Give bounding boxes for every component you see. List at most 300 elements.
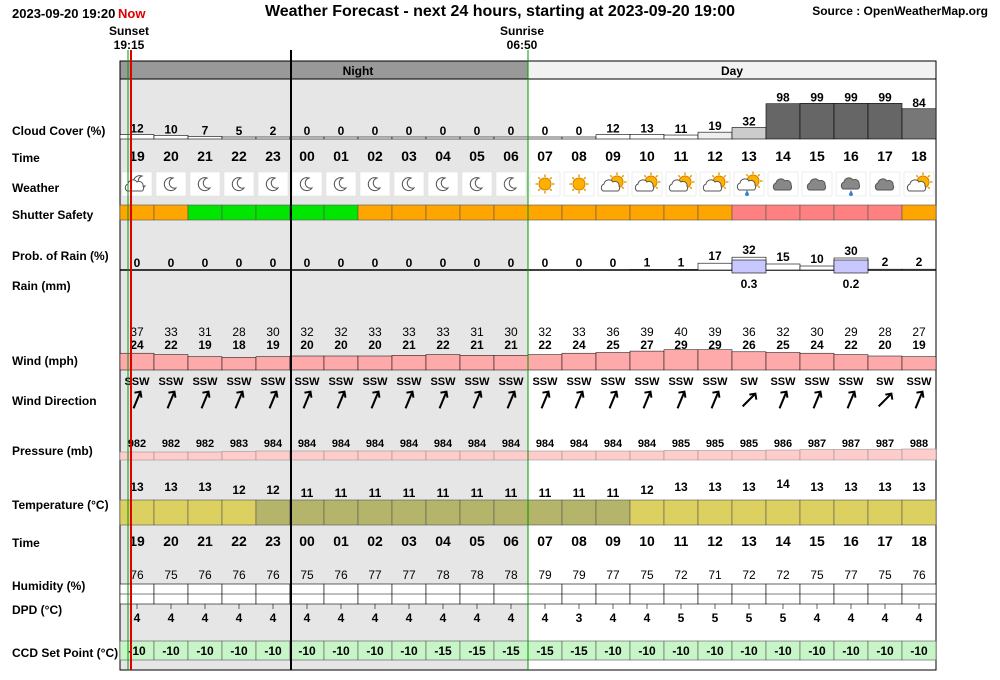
shutter-safety-cell	[528, 205, 562, 220]
ccd-value: -10	[332, 644, 350, 658]
temperature-value: 11	[436, 486, 450, 500]
wind-direction-label: SSW	[566, 376, 592, 388]
ccd-value: -10	[264, 644, 282, 658]
rain-prob-value: 0	[439, 256, 447, 270]
cloud-value: 0	[371, 124, 379, 138]
humidity-value: 75	[640, 568, 654, 582]
temperature-value: 13	[742, 480, 756, 494]
dpd-value: 4	[133, 611, 141, 625]
cloud-value: 12	[130, 121, 144, 136]
night-header	[120, 61, 528, 79]
humidity-value: 77	[402, 568, 416, 582]
humidity-value: 76	[198, 568, 212, 582]
humidity-value: 77	[606, 568, 620, 582]
pressure-bar	[324, 451, 358, 460]
dpd-value: 4	[167, 611, 175, 625]
wind-speed-value: 29	[708, 338, 722, 352]
pressure-bar	[630, 451, 664, 460]
rain-amount-value: 0.2	[842, 277, 860, 291]
time-label: 04	[435, 148, 451, 164]
rain-amount-value: 0.3	[740, 277, 758, 291]
weather-cell	[428, 172, 458, 196]
dpd-value: 4	[915, 611, 923, 625]
rain-prob-value: 15	[776, 250, 790, 264]
rain-prob-value: 0	[473, 256, 481, 270]
ccd-value: -15	[536, 644, 554, 658]
shutter-safety-cell	[664, 205, 698, 220]
ccd-value: -10	[298, 644, 316, 658]
pressure-value: 984	[297, 438, 317, 450]
time-label-bottom: 17	[877, 533, 893, 549]
now-label: Now	[118, 6, 146, 21]
ccd-value: -10	[366, 644, 384, 658]
wind-direction-label: SSW	[600, 376, 626, 388]
ccd-value: -10	[740, 644, 758, 658]
wind-speed-value: 20	[300, 338, 314, 352]
cloud-value: 2	[269, 124, 277, 138]
wind-gust-value: 27	[912, 325, 926, 339]
rain-prob-bar	[698, 263, 732, 270]
wind-direction-label: SSW	[668, 376, 694, 388]
cloud-value: 10	[164, 122, 178, 137]
temperature-value: 14	[776, 477, 790, 491]
cloud-value: 7	[201, 123, 209, 138]
dpd-value: 3	[575, 611, 583, 625]
cloud-value: 0	[575, 124, 583, 138]
rain-prob-value: 2	[915, 255, 923, 270]
pressure-value: 988	[909, 438, 929, 450]
temperature-value: 11	[300, 486, 314, 500]
shutter-safety-cell	[392, 205, 426, 220]
time-label: 23	[265, 148, 281, 164]
pressure-value: 984	[535, 438, 555, 450]
cloud-value: 12	[606, 121, 620, 136]
cloud-bar	[698, 132, 732, 139]
shutter-safety-cell	[698, 205, 732, 220]
pressure-bar	[256, 451, 290, 460]
wind-speed-value: 21	[504, 338, 518, 352]
shutter-safety-cell	[358, 205, 392, 220]
wind-gust-value: 28	[878, 325, 892, 339]
sunset-time: 19:15	[113, 38, 145, 52]
wind-gust-value: 33	[164, 325, 178, 339]
rain-prob-value: 30	[844, 244, 858, 258]
wind-gust-value: 39	[708, 325, 722, 339]
humidity-value: 79	[538, 568, 552, 582]
shutter-safety-cell	[324, 205, 358, 220]
rain-prob-value: 0	[609, 256, 617, 270]
cloud-value: 0	[473, 124, 481, 138]
wind-speed-value: 25	[606, 338, 620, 352]
time-label-bottom: 14	[775, 533, 791, 549]
pressure-value: 986	[773, 438, 793, 450]
shutter-safety-cell	[800, 205, 834, 220]
wind-arrow	[916, 392, 923, 409]
cloud-value: 5	[235, 124, 243, 138]
pressure-value: 984	[637, 438, 657, 450]
wind-arrow	[814, 392, 821, 409]
pressure-bar	[290, 451, 324, 460]
cloud-value: 13	[640, 121, 654, 136]
wind-speed-value: 20	[878, 338, 892, 352]
wind-bar	[698, 350, 732, 370]
temperature-cell	[528, 500, 562, 525]
time-label: 18	[911, 148, 927, 164]
wind-bar	[800, 353, 834, 370]
pressure-bar	[154, 452, 188, 460]
ccd-value: -15	[502, 644, 520, 658]
wind-arrow	[780, 392, 787, 409]
pressure-value: 984	[263, 438, 283, 450]
dpd-value: 4	[201, 611, 209, 625]
pressure-value: 987	[875, 438, 895, 450]
cloud-value: 99	[810, 90, 824, 105]
rain-prob-value: 0	[371, 256, 379, 270]
temperature-value: 11	[606, 486, 620, 500]
night-label: Night	[342, 64, 374, 78]
wind-speed-value: 24	[572, 338, 586, 352]
wind-bar	[868, 356, 902, 370]
shutter-safety-cell	[290, 205, 324, 220]
shutter-safety-cell	[766, 205, 800, 220]
wind-direction-label: SSW	[396, 376, 422, 388]
temperature-cell	[868, 500, 902, 525]
pressure-value: 984	[603, 438, 623, 450]
pressure-value: 983	[229, 438, 249, 450]
pressure-value: 987	[841, 438, 861, 450]
humidity-value: 75	[300, 568, 314, 582]
time-label: 19	[129, 148, 145, 164]
pressure-bar	[426, 451, 460, 460]
wind-gust-value: 32	[538, 325, 552, 339]
wind-gust-value: 31	[470, 325, 484, 339]
humidity-value: 78	[470, 568, 484, 582]
current-datetime: 2023-09-20 19:20	[12, 6, 116, 21]
temperature-value: 13	[878, 480, 892, 494]
rain-prob-bar	[800, 266, 834, 270]
cloud-value: 0	[303, 124, 311, 138]
row-label-dpd: DPD (°C)	[12, 603, 63, 617]
shutter-safety-cell	[426, 205, 460, 220]
wind-speed-value: 22	[436, 338, 450, 352]
time-label-bottom: 02	[367, 533, 383, 549]
wind-direction-label: SSW	[838, 376, 864, 388]
wind-speed-value: 19	[912, 338, 926, 352]
humidity-value: 72	[742, 568, 756, 582]
cloud-value: 99	[878, 90, 892, 105]
wind-arrow	[576, 392, 583, 409]
row-label-time-bottom: Time	[12, 536, 40, 550]
temperature-cell	[596, 500, 630, 525]
pressure-value: 984	[501, 438, 521, 450]
sunrise-label: Sunrise	[499, 24, 544, 38]
time-label-bottom: 20	[163, 533, 179, 549]
wind-gust-value: 36	[606, 325, 620, 339]
wind-bar	[392, 355, 426, 370]
time-label: 11	[673, 148, 689, 164]
temperature-value: 13	[708, 480, 722, 494]
temperature-value: 13	[130, 480, 144, 494]
temperature-value: 11	[572, 486, 586, 500]
shutter-safety-cell	[596, 205, 630, 220]
time-label-bottom: 12	[707, 533, 723, 549]
temperature-value: 12	[640, 483, 654, 497]
cloud-bar	[834, 103, 868, 139]
time-label-bottom: 04	[435, 533, 451, 549]
shutter-safety-cell	[630, 205, 664, 220]
temperature-value: 11	[538, 486, 552, 500]
pressure-value: 984	[331, 438, 351, 450]
wind-bar	[630, 351, 664, 370]
time-label-bottom: 23	[265, 533, 281, 549]
temperature-cell	[120, 500, 154, 525]
time-label: 22	[231, 148, 247, 164]
wind-bar	[426, 355, 460, 370]
pressure-value: 985	[705, 438, 725, 450]
wind-gust-value: 32	[776, 325, 790, 339]
shutter-safety-cell	[120, 205, 154, 220]
row-label-wind-direction: Wind Direction	[12, 394, 97, 408]
ccd-value: -10	[638, 644, 656, 658]
shutter-safety-cell	[154, 205, 188, 220]
cloud-value: 98	[776, 90, 790, 105]
temperature-value: 13	[912, 480, 926, 494]
time-label-bottom: 16	[843, 533, 859, 549]
wind-direction-label: SSW	[430, 376, 456, 388]
shutter-safety-cell	[256, 205, 290, 220]
wind-gust-value: 30	[266, 325, 280, 339]
cloud-bar	[732, 127, 766, 139]
wind-gust-value: 33	[572, 325, 586, 339]
row-label-temperature: Temperature (°C)	[12, 498, 109, 512]
time-label: 00	[299, 148, 315, 164]
humidity-value: 72	[674, 568, 688, 582]
wind-gust-value: 33	[436, 325, 450, 339]
temperature-value: 11	[402, 486, 416, 500]
wind-gust-value: 28	[232, 325, 246, 339]
temperature-value: 13	[164, 480, 178, 494]
temperature-cell	[188, 500, 222, 525]
page-title: Weather Forecast - next 24 hours, starting at 2023-09-20 19:00	[264, 3, 736, 20]
rain-prob-value: 32	[742, 243, 756, 258]
time-label-bottom: 22	[231, 533, 247, 549]
humidity-value: 76	[130, 568, 144, 582]
time-label: 09	[605, 148, 621, 164]
day-label: Day	[720, 64, 744, 78]
weather-cell	[394, 172, 424, 196]
dpd-value: 5	[745, 611, 753, 625]
temperature-cell	[324, 500, 358, 525]
dpd-value: 4	[881, 611, 889, 625]
time-label: 07	[537, 148, 553, 164]
sunset-label: Sunset	[108, 24, 149, 38]
cloud-value: 19	[708, 119, 722, 134]
row-label-rain: Rain (mm)	[12, 279, 71, 293]
rain-prob-value: 0	[541, 256, 549, 270]
pressure-bar	[562, 451, 596, 460]
wind-direction-label: SSW	[464, 376, 490, 388]
time-label-bottom: 21	[197, 533, 213, 549]
dpd-value: 4	[439, 611, 447, 625]
wind-direction-label: SSW	[804, 376, 830, 388]
temperature-cell	[562, 500, 596, 525]
temperature-value: 12	[266, 483, 280, 497]
time-label-bottom: 18	[911, 533, 927, 549]
wind-direction-label: SSW	[702, 376, 728, 388]
temperature-cell	[392, 500, 426, 525]
row-label-ccd: CCD Set Point (°C)	[12, 646, 119, 660]
wind-direction-label: SSW	[362, 376, 388, 388]
wind-speed-value: 21	[470, 338, 484, 352]
sunrise-time: 06:50	[506, 38, 538, 52]
ccd-value: -10	[230, 644, 248, 658]
time-label: 02	[367, 148, 383, 164]
time-label: 10	[639, 148, 655, 164]
time-label-bottom: 13	[741, 533, 757, 549]
wind-speed-value: 25	[776, 338, 790, 352]
weather-cell	[156, 172, 186, 196]
temperature-cell	[358, 500, 392, 525]
wind-direction-label: SSW	[634, 376, 660, 388]
wind-gust-value: 33	[402, 325, 416, 339]
cloud-value: 32	[742, 114, 756, 129]
time-label: 12	[707, 148, 723, 164]
ccd-value: -10	[876, 644, 894, 658]
wind-bar	[528, 355, 562, 370]
cloud-bar	[766, 104, 800, 139]
wind-direction-label: SW	[740, 376, 758, 388]
humidity-value: 75	[810, 568, 824, 582]
dpd-value: 4	[541, 611, 549, 625]
pressure-value: 984	[433, 438, 453, 450]
pressure-bar	[528, 451, 562, 460]
wind-bar	[290, 356, 324, 370]
time-label-bottom: 01	[333, 533, 349, 549]
pressure-bar	[664, 451, 698, 461]
pressure-bar	[766, 450, 800, 460]
time-label: 03	[401, 148, 417, 164]
rain-prob-value: 0	[133, 256, 141, 270]
humidity-value: 76	[266, 568, 280, 582]
wind-bar	[562, 353, 596, 370]
ccd-value: -10	[128, 644, 146, 658]
temperature-cell	[460, 500, 494, 525]
temperature-value: 13	[674, 480, 688, 494]
temperature-cell	[732, 500, 766, 525]
rain-prob-value: 0	[507, 256, 515, 270]
sun-icon	[573, 178, 585, 190]
dpd-value: 4	[235, 611, 243, 625]
time-label-bottom: 06	[503, 533, 519, 549]
wind-gust-value: 40	[674, 325, 688, 339]
ccd-value: -10	[808, 644, 826, 658]
time-label-bottom: 08	[571, 533, 587, 549]
ccd-value: -10	[196, 644, 214, 658]
wind-gust-value: 31	[198, 325, 212, 339]
wind-bar	[902, 357, 936, 370]
row-label-prob-rain: Prob. of Rain (%)	[12, 249, 109, 263]
wind-bar	[256, 357, 290, 370]
pressure-bar	[358, 451, 392, 460]
time-label-bottom: 07	[537, 533, 553, 549]
wind-speed-value: 20	[334, 338, 348, 352]
wind-gust-value: 30	[810, 325, 824, 339]
row-label-wind: Wind (mph)	[12, 354, 78, 368]
wind-arrow	[644, 392, 651, 409]
shutter-safety-cell	[902, 205, 936, 220]
time-label: 21	[197, 148, 213, 164]
ccd-value: -10	[910, 644, 928, 658]
time-label-bottom: 11	[673, 533, 689, 549]
pressure-bar	[732, 451, 766, 461]
time-label: 14	[775, 148, 791, 164]
pressure-value: 987	[807, 438, 827, 450]
shutter-safety-cell	[460, 205, 494, 220]
wind-speed-value: 27	[640, 338, 654, 352]
pressure-bar	[222, 452, 256, 461]
pressure-bar	[120, 452, 154, 460]
wind-direction-label: SSW	[906, 376, 932, 388]
wind-gust-value: 39	[640, 325, 654, 339]
wind-direction-label: SSW	[294, 376, 320, 388]
dpd-value: 4	[371, 611, 379, 625]
temperature-cell	[800, 500, 834, 525]
temperature-value: 11	[504, 486, 518, 500]
wind-bar	[664, 350, 698, 370]
humidity-value: 78	[504, 568, 518, 582]
pressure-value: 982	[127, 438, 147, 450]
time-label-bottom: 03	[401, 533, 417, 549]
dpd-value: 5	[677, 611, 685, 625]
wind-arrow	[678, 392, 685, 409]
weather-cell	[292, 172, 322, 196]
ccd-value: -10	[400, 644, 418, 658]
temperature-cell	[664, 500, 698, 525]
time-label-bottom: 05	[469, 533, 485, 549]
ccd-value: -10	[774, 644, 792, 658]
wind-speed-value: 20	[368, 338, 382, 352]
dpd-value: 4	[337, 611, 345, 625]
row-label-humidity: Humidity (%)	[12, 579, 86, 593]
dpd-value: 4	[473, 611, 481, 625]
pressure-value: 984	[569, 438, 589, 450]
time-label: 16	[843, 148, 859, 164]
wind-direction-label: SSW	[532, 376, 558, 388]
wind-arrow	[610, 392, 617, 409]
temperature-cell	[494, 500, 528, 525]
row-label-pressure: Pressure (mb)	[12, 444, 93, 458]
wind-speed-value: 22	[844, 338, 858, 352]
wind-bar	[222, 357, 256, 370]
temperature-cell	[902, 500, 936, 525]
pressure-bar	[834, 450, 868, 461]
weather-cell	[224, 172, 254, 196]
cloud-value: 0	[405, 124, 413, 138]
pressure-value: 982	[161, 438, 181, 450]
wind-gust-value: 37	[130, 325, 144, 339]
rain-amount-bar	[834, 260, 868, 273]
weather-cell	[258, 172, 288, 196]
wind-direction-label: SSW	[770, 376, 796, 388]
row-label-cloud-cover: Cloud Cover (%)	[12, 124, 106, 138]
humidity-value: 76	[912, 568, 926, 582]
wind-gust-value: 36	[742, 325, 756, 339]
wind-direction-label: SSW	[124, 376, 150, 388]
pressure-bar	[868, 450, 902, 461]
wind-gust-value: 32	[334, 325, 348, 339]
wind-speed-value: 19	[266, 338, 280, 352]
weather-cell	[326, 172, 356, 196]
